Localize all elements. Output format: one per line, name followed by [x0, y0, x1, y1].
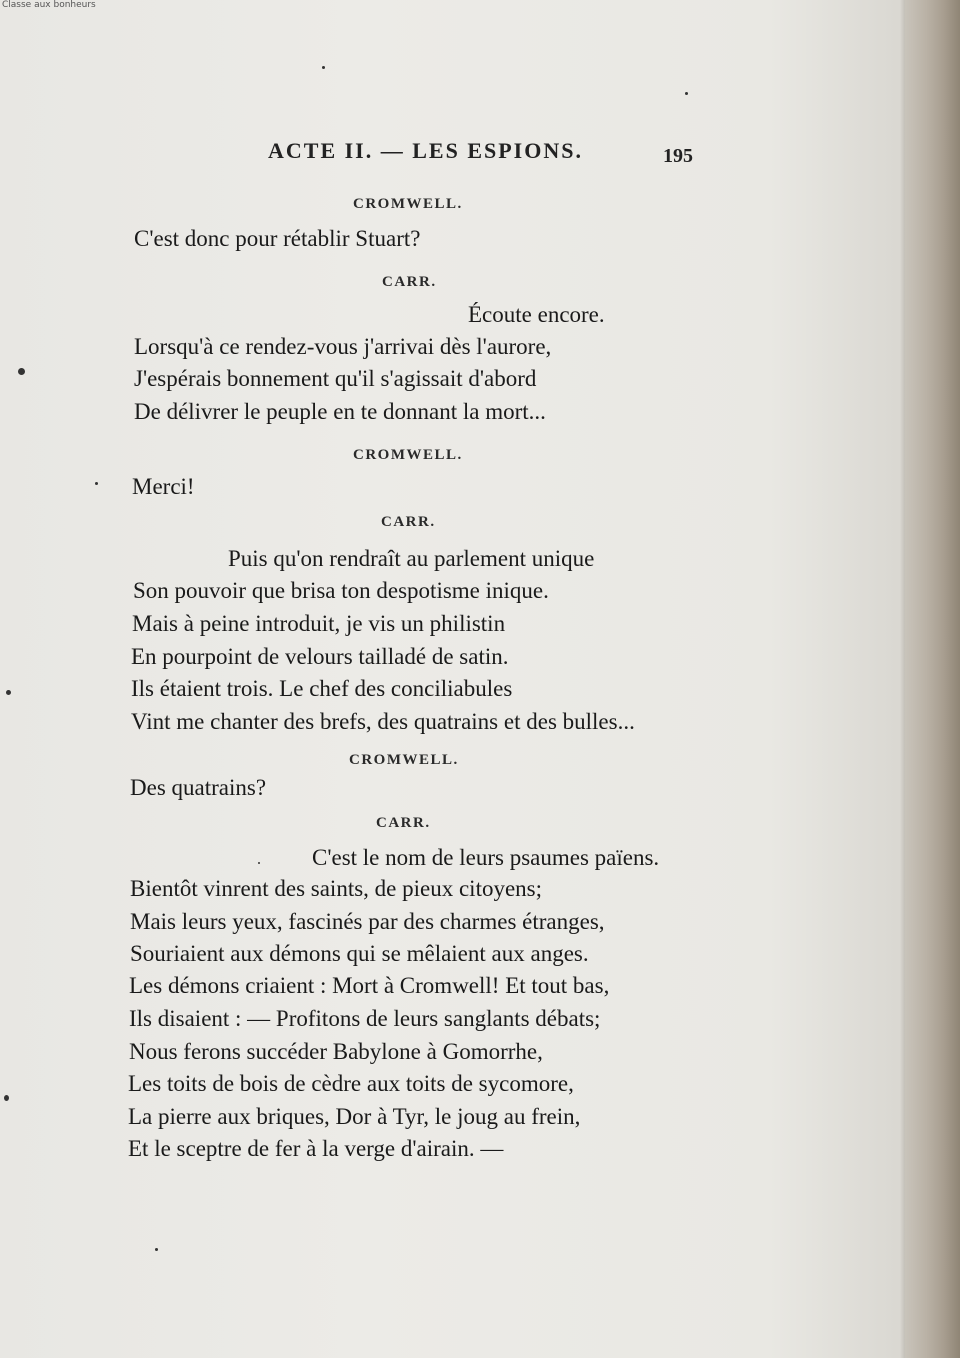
verse-line: Souriaient aux démons qui se mêlaient aux anges.: [130, 941, 589, 966]
speaker-carr: CARR.: [376, 815, 431, 831]
speaker-carr: CARR.: [381, 514, 436, 530]
book-binding: [905, 0, 960, 1358]
verse-line: Mais leurs yeux, fascinés par des charmes étranges,: [130, 909, 605, 934]
verse-line: Puis qu'on rendraît au parlement unique: [228, 546, 595, 571]
verse-line: Mais à peine introduit, je vis un philistin: [132, 611, 506, 636]
watermark: Classe aux bonheurs: [2, 0, 96, 10]
paper-speck: [95, 482, 98, 485]
verse-line: Vint me chanter des brefs, des quatrains et des bulles...: [131, 709, 635, 734]
paper-speck: [258, 862, 260, 864]
verse-line: Lorsqu'à ce rendez-vous j'arrivai dès l'aurore,: [134, 334, 552, 359]
running-head: ACTE II. — LES ESPIONS.: [268, 138, 583, 163]
speaker-carr: CARR.: [382, 274, 437, 290]
verse-line: De délivrer le peuple en te donnant la mort...: [134, 399, 546, 424]
verse-line: Ils disaient : — Profitons de leurs sanglants débats;: [129, 1006, 601, 1031]
verse-line: Ils étaient trois. Le chef des conciliabules: [131, 676, 513, 701]
verse-line: Et le sceptre de fer à la verge d'airain. —: [128, 1136, 504, 1161]
verse-line: Les toits de bois de cèdre aux toits de sycomore,: [128, 1071, 574, 1096]
verse-line: C'est donc pour rétablir Stuart?: [134, 226, 421, 251]
verse-line: Son pouvoir que brisa ton despotisme inique.: [133, 578, 549, 603]
paper-speck: [6, 690, 11, 695]
speaker-cromwell: CROMWELL.: [353, 196, 463, 212]
paper-speck: [685, 92, 688, 95]
verse-line: Merci!: [132, 474, 195, 499]
verse-line: J'espérais bonnement qu'il s'agissait d'abord: [134, 366, 537, 391]
verse-line: En pourpoint de velours tailladé de satin.: [131, 644, 509, 669]
verse-line: Bientôt vinrent des saints, de pieux citoyens;: [130, 876, 543, 901]
speaker-cromwell: CROMWELL.: [349, 752, 459, 768]
verse-line: Nous ferons succéder Babylone à Gomorrhe,: [129, 1039, 543, 1064]
verse-line: La pierre aux briques, Dor à Tyr, le joug au frein,: [128, 1104, 581, 1129]
speaker-cromwell: CROMWELL.: [353, 447, 463, 463]
page-number: 195: [663, 145, 693, 167]
paper-speck: [18, 368, 25, 375]
paper-speck: [322, 66, 325, 69]
verse-line: Les démons criaient : Mort à Cromwell! Et tout bas,: [129, 973, 610, 998]
verse-line: Écoute encore.: [468, 302, 605, 327]
verse-line: Des quatrains?: [130, 775, 267, 800]
paper-speck: [155, 1248, 158, 1251]
verse-line: C'est le nom de leurs psaumes païens.: [312, 845, 660, 870]
paper-speck: [4, 1095, 9, 1101]
